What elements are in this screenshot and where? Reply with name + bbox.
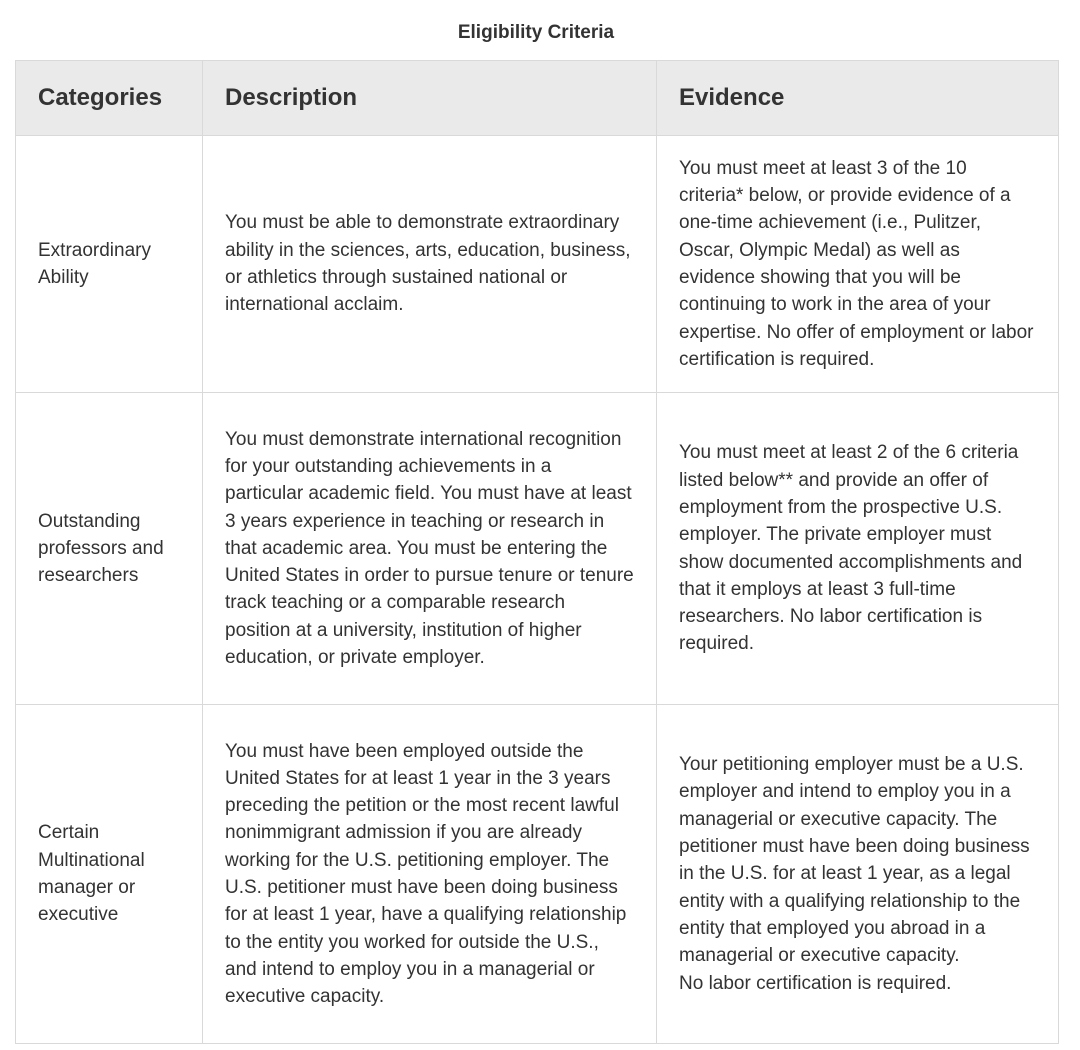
category-cell: Certain Multinational manager or executive	[16, 705, 203, 1044]
evidence-cell: You must meet at least 3 of the 10 criteria* below, or provide evidence of a one-time achievement (i.e., Pulitzer, Oscar, Olympic Medal) as well as evidence showing that you will be continuing to work in the area of your expertise. No offer of employment or labor certification is required.	[657, 136, 1059, 393]
header-categories: Categories	[16, 61, 203, 136]
table-row	[16, 705, 1059, 1044]
description-cell: You must demonstrate international recognition for your outstanding achievements in a particular academic field. You must have at least 3 years experience in teaching or research in that academic area. You must be entering the United States in order to pursue tenure or tenure track teaching or a comparable research position at a university, institution of higher education, or private employer.	[203, 393, 657, 705]
table-row	[16, 136, 1059, 393]
evidence-cell	[657, 705, 1059, 1044]
evidence-cell: You must meet at least 2 of the 6 criteria listed below** and provide an offer of employment from the prospective U.S. employer. The private employer must show documented accomplishments and that it employs at least 3 full-time researchers. No labor certification is required.	[657, 393, 1059, 705]
evidence-text: Your petitioning employer must be a U.S. employer and intend to employ you in a managerial or executive capacity. The petitioner must have been doing business in the U.S. for at least 1 year, as a legal entity with a qualifying relationship to the entity that employed you abroad in a managerial or executive capacity.	[679, 754, 1030, 967]
category-cell: Outstanding professors and researchers	[16, 393, 203, 705]
header-row	[16, 61, 1059, 136]
description-cell: You must have been employed outside the United States for at least 1 year in the 3 years preceding the petition or the most recent lawful nonimmigrant admission if you are already working for the U.S. petitioning employer. The U.S. petitioner must have been doing business for at least 1 year, have a qualifying relationship to the entity you worked for outside the U.S., and intend to employ you in a managerial or executive capacity.	[203, 705, 657, 1044]
evidence-note: No labor certification is required.	[679, 972, 952, 994]
eligibility-table	[15, 60, 1059, 1044]
table-row	[16, 393, 1059, 705]
table-title: Eligibility Criteria	[457, 22, 615, 43]
category-cell: Extraordinary Ability	[16, 136, 203, 393]
header-description: Description	[203, 61, 657, 136]
header-evidence: Evidence	[657, 61, 1059, 136]
description-cell: You must be able to demonstrate extraordinary ability in the sciences, arts, education, business, or athletics through sustained national or international acclaim.	[203, 136, 657, 393]
